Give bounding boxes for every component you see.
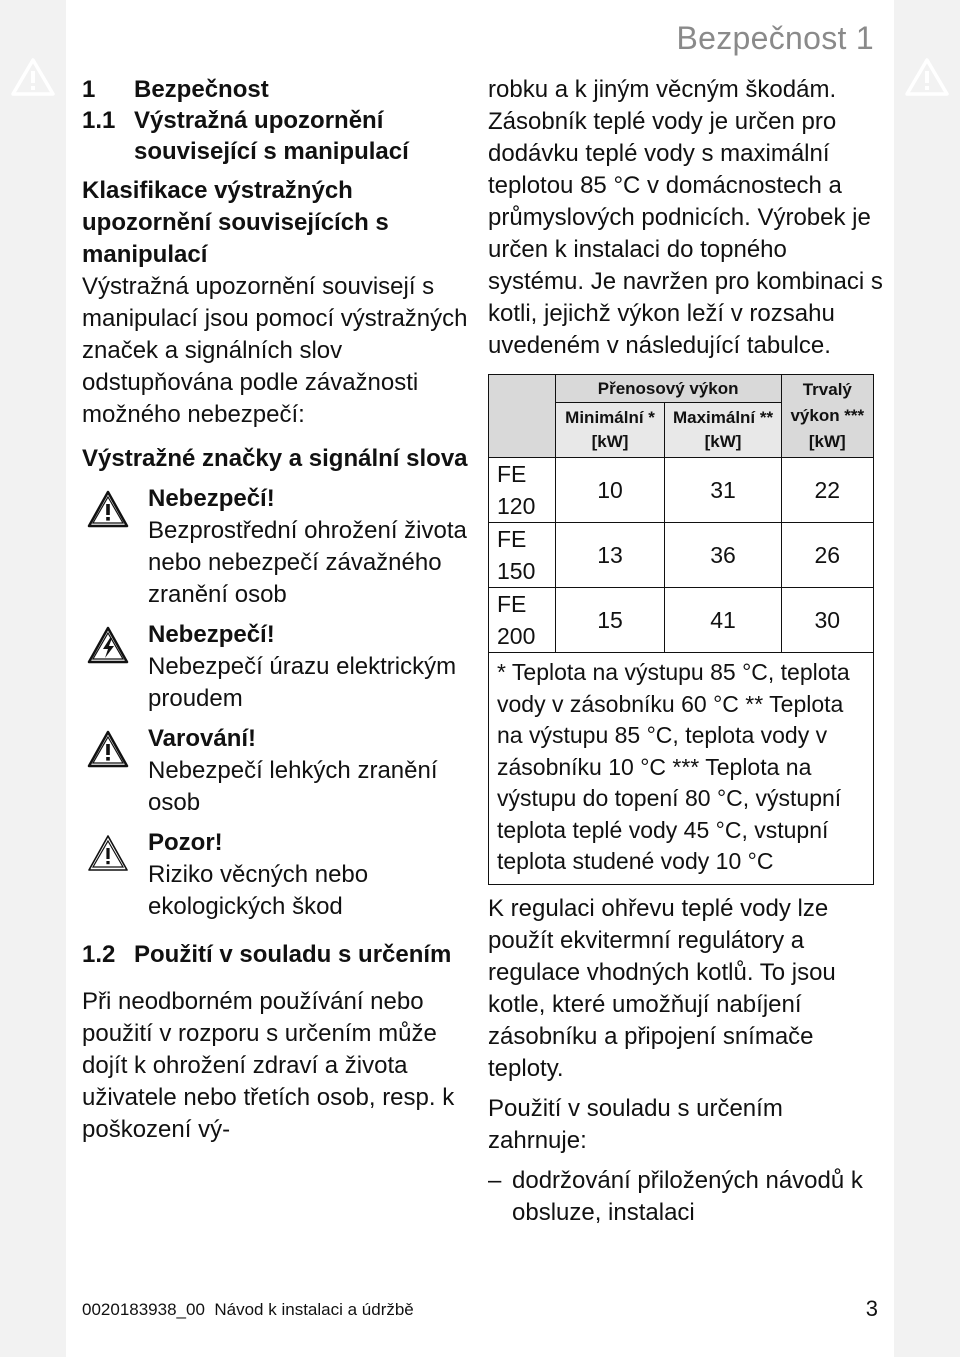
warning-caution: Varování! Nebezpečí lehkých zranění osob <box>82 723 477 819</box>
right-margin-band <box>894 0 960 1357</box>
intended-use-intro: Použití v souladu s určením zahrnuje: <box>488 1094 783 1154</box>
purpose-paragraph: Zásobník teplé vody je určen pro dodávku teplé vody s maximální teplotou 85 °C v domácnostech a průmyslových podnicích. Výrobek je určen k instalaci do topného systému. Je navržen pro kombinaci s kotli, jejichž výkon leží v rozsahu uvedeném v následující tabulce. <box>488 108 883 359</box>
table-row: FE 200 15 41 30 <box>489 588 874 653</box>
margin-warning-icon <box>11 58 55 96</box>
warning-triangle-icon <box>86 729 130 769</box>
doc-title: Návod k instalaci a údržbě <box>214 1300 414 1319</box>
signs-heading: Výstražné značky a signální slova <box>82 445 468 472</box>
electric-shock-icon <box>86 625 130 665</box>
margin-warning-icon <box>905 58 949 96</box>
classification-text: Výstražná upozornění souvisejí s manipulací jsou pomocí výstražných značek a signálních slov odstupňována podle závažnosti možného nebezpečí: <box>82 273 468 428</box>
header-continuous-output: Trvalý výkon *** [kW] <box>781 375 873 458</box>
classification-heading: Klasifikace výstražných upozornění souvisejících s manipulací <box>82 177 389 268</box>
warning-triangle-outline-icon <box>86 833 130 873</box>
table-corner <box>489 375 556 458</box>
warning-attention: Pozor! Riziko věcných nebo ekologických škod <box>82 827 477 923</box>
footer-doc-info <box>82 1300 414 1320</box>
regulation-paragraph: K regulaci ohřevu teplé vody lze použít ekvitermní regulátory a regulace vhodných kotlů. To jsou kotle, které umožňují nabíjení zásobníku a připojení snímače teploty. <box>488 894 836 1082</box>
continued-text: robku a k jiným věcným škodám. <box>488 76 837 103</box>
warning-danger: Nebezpečí! Bezprostřední ohrožení života nebo nebezpečí závažného zranění osob <box>82 483 477 611</box>
page-number: 3 <box>865 1296 878 1321</box>
warning-triangle-icon <box>86 489 130 529</box>
warning-electric: Nebezpečí! Nebezpečí úrazu elektrickým proudem <box>82 619 477 715</box>
section-heading: 1 Bezpečnost <box>82 76 269 103</box>
table-footnotes: * Teplota na výstupu 85 °C, teplota vody v zásobníku 60 °C ** Teplota na výstupu 85 °C, teplota vody v zásobníku 10 °C *** Teplota na výstupu do topení 80 °C, výstupní teplota teplé vody 45 °C, vstupní teplota studené vody 10 °C <box>489 653 874 885</box>
intended-use-text: Při neodborném používání nebo použití v rozporu s určením může dojít k ohrožení zdraví a života uživatele nebo třetích osob, resp. k poškození vý- <box>82 988 455 1143</box>
left-column <box>82 74 477 1146</box>
doc-id: 0020183938_00 <box>82 1300 205 1319</box>
subsection-heading-1-2: 1.2 Použití v souladu s určením <box>82 941 452 968</box>
table-notes-row <box>489 653 874 885</box>
right-column <box>488 74 883 1229</box>
header-maximum: Maximální ** [kW] <box>665 403 781 458</box>
header-minimum: Minimální * [kW] <box>555 403 665 458</box>
list-item: – dodržování přiložených návodů k obsluze, instalaci <box>488 1165 883 1229</box>
boiler-output-table <box>488 374 874 885</box>
dash-bullet: – <box>488 1166 502 1194</box>
subsection-heading-1-1: 1.1 Výstražná upozornění související s manipulací <box>82 107 409 165</box>
left-margin-band <box>0 0 66 1357</box>
header-transfer-output: Přenosový výkon <box>555 375 781 403</box>
running-header: Bezpečnost 1 <box>676 20 874 56</box>
table-row: FE 120 10 31 22 <box>489 458 874 523</box>
table-row: FE 150 13 36 26 <box>489 523 874 588</box>
